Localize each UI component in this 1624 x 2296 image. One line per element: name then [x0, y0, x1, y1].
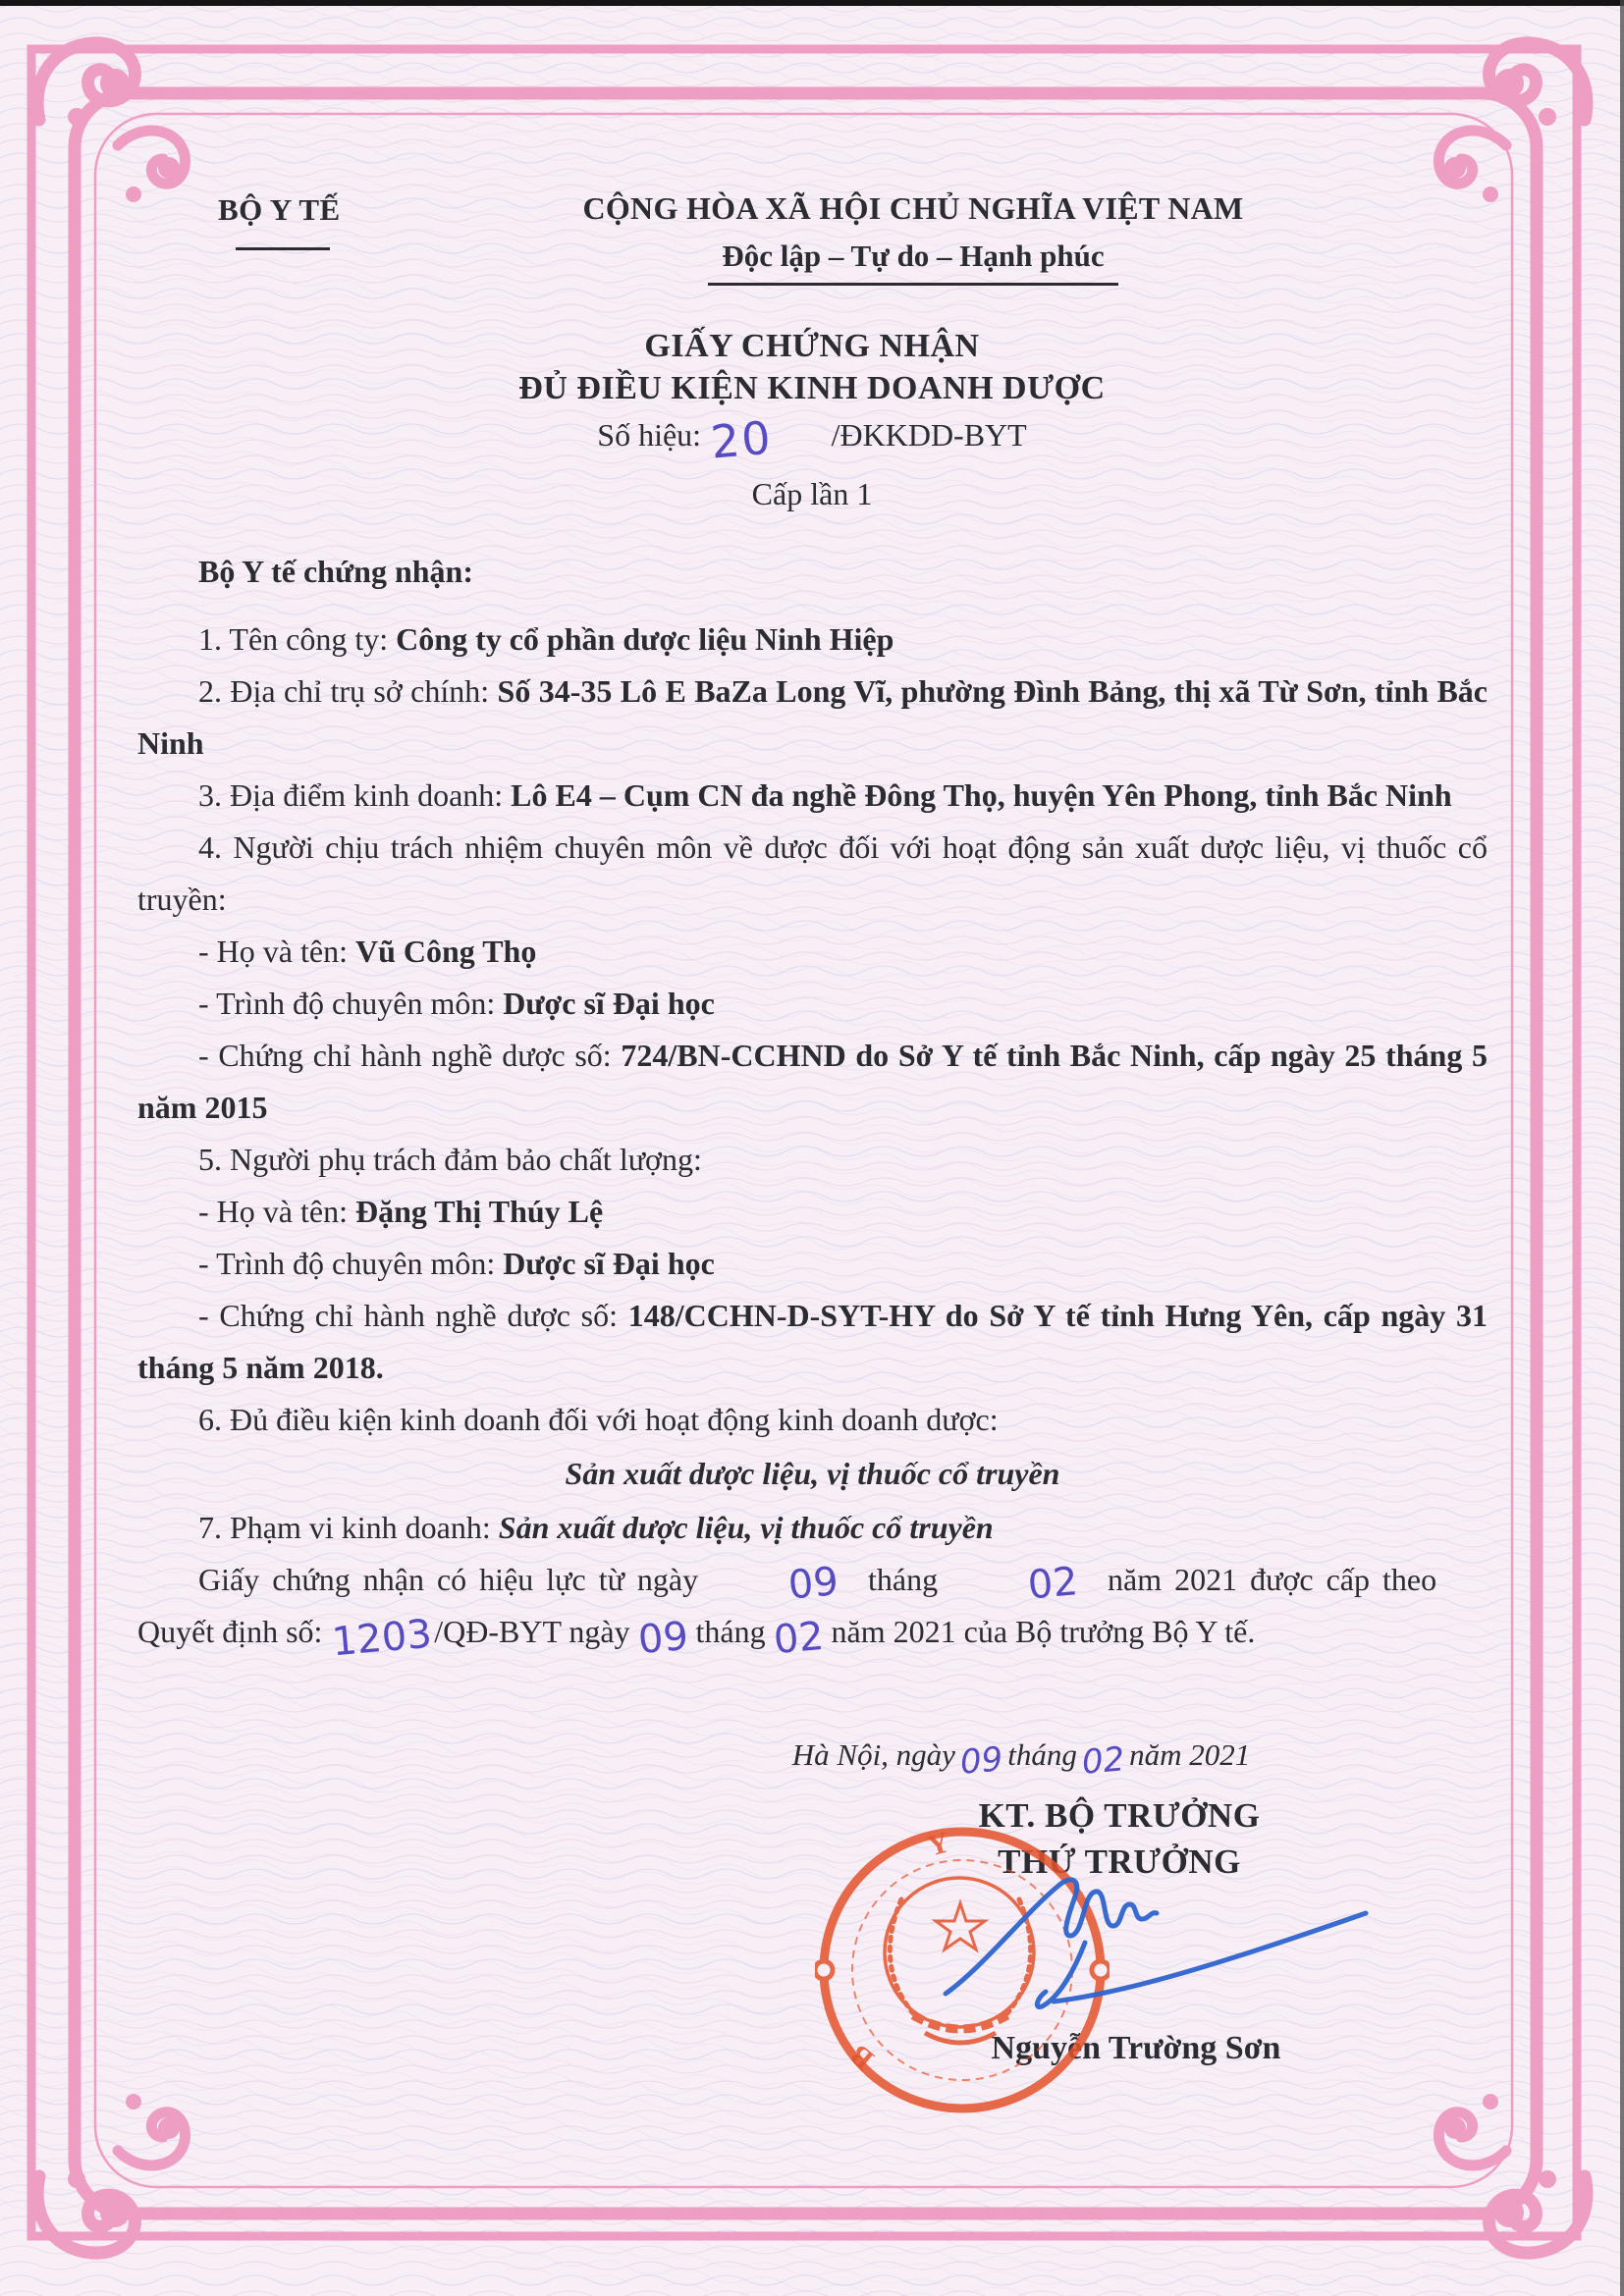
body-text — [137, 546, 1489, 1666]
item-business-location — [137, 770, 1488, 822]
item-3-label: 3. Địa điểm kinh doanh: — [198, 777, 512, 813]
issue-count: Cấp lần 1 — [751, 476, 873, 511]
decision-post: năm 2021 của Bộ trưởng Bộ Y tế. — [831, 1614, 1256, 1649]
handwritten-serial-number: 20 — [708, 410, 775, 469]
p4-name-value: Vũ Công Thọ — [354, 934, 537, 969]
signer-title-2: THỨ TRƯỞNG — [998, 1842, 1241, 1881]
validity-pre: Giấy chứng nhận có hiệu lực từ ngày — [198, 1562, 699, 1597]
title-block — [257, 328, 1367, 512]
p4-cert-line — [137, 1030, 1488, 1134]
p5-cert-value: 148/CCHN-D-SYT-HY do Sở Y tế tỉnh Hưng Yên, cấp ngày 31 tháng 5 năm 2018. — [137, 1298, 1489, 1385]
item-7-label: 7. Phạm vi kinh doanh: — [198, 1510, 499, 1545]
item-responsible-person: 4. Người chịu trách nhiệm chuyên môn về dược đối với hoạt động sản xuất dược liệu, vị thuốc cổ truyền: — [137, 829, 1488, 917]
p4-cert-value: 724/BN-CCHND do Sở Y tế tỉnh Bắc Ninh, cấp ngày 25 tháng 5 năm 2015 — [137, 1038, 1489, 1125]
item-head-office — [137, 666, 1488, 770]
item-1-value: Công ty cổ phần dược liệu Ninh Hiệp — [396, 621, 894, 657]
p4-degree-value: Dược sĩ Đại học — [503, 986, 715, 1021]
business-scope-line — [137, 1448, 1488, 1500]
handwritten-decision-day: 09 — [635, 1613, 690, 1664]
item-eligibility: 6. Đủ điều kiện kinh doanh đối với hoạt động kinh doanh dược: — [198, 1402, 999, 1437]
header-ministry: BỘ Y TẾ — [218, 192, 341, 227]
header-republic: CỘNG HÒA XÃ HỘI CHỦ NGHĨA VIỆT NAM — [582, 190, 1244, 226]
handwritten-sign-month: 02 — [1080, 1739, 1126, 1783]
handwritten-day: 09 — [786, 1559, 840, 1609]
p4-degree-line — [137, 978, 1488, 1030]
decision-pre: Quyết định số: — [137, 1614, 323, 1649]
p4-degree-label: - Trình độ chuyên môn: — [198, 986, 504, 1021]
header-national — [550, 190, 1276, 286]
place-date-month-word: tháng — [1007, 1737, 1077, 1772]
item-2-value: Số 34-35 Lô E BaZa Long Vĩ, phường Đình Bảng, thị xã Từ Sơn, tỉnh Bắc Ninh — [137, 673, 1489, 761]
p5-name-value: Đặng Thị Thúy Lệ — [354, 1194, 604, 1229]
p5-degree-label: - Trình độ chuyên môn: — [198, 1246, 504, 1281]
certificate-title: GIẤY CHỨNG NHẬN — [644, 328, 980, 364]
handwritten-decision-number: 1203 — [330, 1611, 435, 1666]
header-motto: Độc lập – Tự do – Hạnh phúc — [708, 239, 1117, 286]
handwritten-sign-day: 09 — [958, 1739, 1004, 1783]
item-quality-person: 5. Người phụ trách đảm bảo chất lượng: — [198, 1142, 702, 1177]
serial-suffix: /ĐKKDD-BYT — [831, 417, 1027, 453]
p4-cert-label: - Chứng chỉ hành nghề dược số: — [198, 1038, 622, 1073]
place-date-year: năm 2021 — [1129, 1737, 1251, 1772]
validity-month-word: tháng — [868, 1562, 939, 1597]
seal-letter-b: B — [843, 2038, 881, 2076]
validity-post: năm 2021 được cấp theo — [1108, 1562, 1437, 1597]
intro-line: Bộ Y tế chứng nhận: — [198, 554, 473, 589]
scan-edge-right — [1620, 0, 1624, 2296]
signature-icon — [928, 1858, 1380, 2025]
p5-cert-line — [137, 1290, 1488, 1394]
header-ministry-underline — [236, 247, 330, 250]
p5-degree-value: Dược sĩ Đại học — [503, 1246, 715, 1281]
p5-name-line — [137, 1186, 1488, 1238]
validity-line-1 — [137, 1554, 1488, 1609]
handwritten-month: 02 — [1026, 1559, 1080, 1609]
serial-row — [257, 410, 1367, 469]
certificate-subtitle: ĐỦ ĐIỀU KIỆN KINH DOANH DƯỢC — [518, 370, 1106, 406]
scan-edge-top — [0, 0, 1624, 6]
serial-label: Số hiệu: — [597, 417, 702, 453]
p5-cert-label: - Chứng chỉ hành nghề dược số: — [198, 1298, 628, 1333]
item-business-range — [137, 1502, 1488, 1554]
decision-line — [137, 1606, 1488, 1666]
item-company-name — [137, 614, 1488, 666]
decision-month-word: tháng — [695, 1614, 766, 1649]
business-scope-value: Sản xuất dược liệu, vị thuốc cổ truyền — [565, 1456, 1060, 1491]
item-1-label: 1. Tên công ty: — [198, 621, 397, 657]
signer-name: Nguyễn Trường Sơn — [991, 2030, 1281, 2066]
place-date-pre: Hà Nội, ngày — [791, 1737, 955, 1772]
item-7-value: Sản xuất dược liệu, vị thuốc cổ truyền — [498, 1510, 994, 1545]
place-date-line — [677, 1737, 1365, 1783]
p4-name-line — [137, 926, 1488, 978]
p5-degree-line — [137, 1238, 1488, 1290]
seal-letter-y: Y — [923, 1826, 953, 1863]
p5-name-label: - Họ và tên: — [198, 1194, 355, 1229]
item-2-label: 2. Địa chỉ trụ sở chính: — [198, 673, 498, 709]
signer-title-1: KT. BỘ TRƯỞNG — [978, 1796, 1261, 1835]
handwritten-decision-month: 02 — [771, 1613, 826, 1664]
p4-name-label: - Họ và tên: — [198, 934, 355, 969]
decision-mid: /QĐ-BYT ngày — [434, 1614, 630, 1649]
item-3-value: Lô E4 – Cụm CN đa nghề Đông Thọ, huyện Yên Phong, tỉnh Bắc Ninh — [511, 777, 1452, 813]
